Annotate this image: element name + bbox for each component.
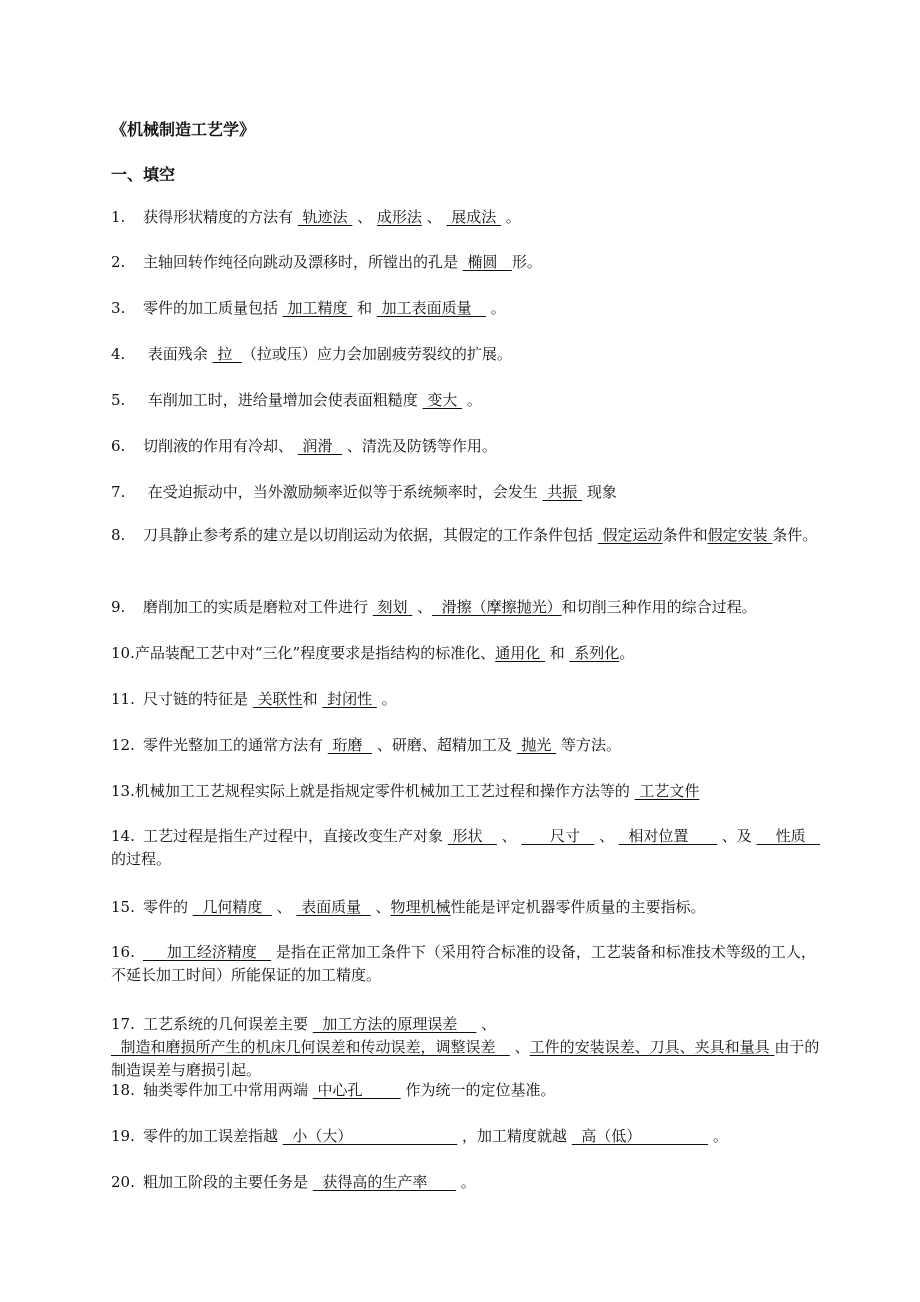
question-text: 。 xyxy=(376,690,397,708)
answer-blank: 润滑 xyxy=(297,437,343,455)
answer-blank: 物理机械 xyxy=(390,898,451,916)
question-text: 、清洗及防锈等作用。 xyxy=(342,437,497,455)
question-text: 切削液的作用有冷却、 xyxy=(143,437,298,455)
question-item xyxy=(111,251,823,274)
question-text: 车削加工时，进给量增加会使表面粗糙度 xyxy=(143,391,423,409)
question-number: 13. xyxy=(111,782,135,800)
question-text: 、 xyxy=(594,827,619,845)
question-item xyxy=(111,389,823,412)
answer-blank: 加工方法的原理误差 xyxy=(312,1015,477,1033)
question-number: 20. xyxy=(111,1173,135,1191)
answer-blank: 关联性 xyxy=(252,690,303,708)
answer-blank: 高（低） xyxy=(571,1127,709,1145)
question-text: 刀具静止参考系的建立是以切削运动为依据，其假定的工作条件包括 xyxy=(143,526,598,544)
question-number: 3. xyxy=(111,299,126,317)
question-text: 、 xyxy=(352,208,377,226)
question-item xyxy=(111,941,823,987)
question-item xyxy=(111,1013,823,1082)
answer-blank: 珩磨 xyxy=(327,736,373,754)
question-text: 零件光整加工的通常方法有 xyxy=(143,736,328,754)
question-text: 、 xyxy=(421,208,447,226)
question-text: 由于的制造误差与磨损引起。 xyxy=(111,1038,820,1079)
question-text: 粗加工阶段的主要任务是 xyxy=(143,1173,313,1191)
question-item xyxy=(111,1125,823,1148)
question-number: 19. xyxy=(111,1127,135,1145)
question-text: 尺寸链的特征是 xyxy=(143,690,253,708)
question-text: 主轴回转作纯径向跳动及漂移时，所镗出的孔是 xyxy=(143,253,463,271)
question-text: 。 xyxy=(708,1127,728,1145)
question-text: 获得形状精度的方法有 xyxy=(143,208,298,226)
answer-blank: 获得高的生产率 xyxy=(312,1173,456,1191)
question-number: 6. xyxy=(111,437,126,455)
answer-blank: 工艺文件 xyxy=(634,782,700,800)
answer-blank: 加工经济精度 xyxy=(143,943,272,961)
question-text: 和 xyxy=(352,299,377,317)
question-text: 在受迫振动中，当外激励频率近似等于系统频率时，会发生 xyxy=(143,483,543,501)
question-number: 5. xyxy=(111,391,126,409)
answer-blank: 中心孔 xyxy=(312,1081,401,1099)
question-text: 形。 xyxy=(511,253,542,271)
question-text: 等方法。 xyxy=(556,736,621,754)
question-text: 机械加工工艺规程实际上就是指规定零件机械加工工艺过程和操作方法等的 xyxy=(134,782,635,800)
question-text: 现象 xyxy=(582,483,617,501)
answer-blank: 椭圆 xyxy=(462,253,512,271)
question-text: 、及 xyxy=(717,827,757,845)
question-text: 和 xyxy=(544,644,570,662)
question-number: 12. xyxy=(111,736,135,754)
answer-blank: 尺寸 xyxy=(521,827,595,845)
answer-blank: 抛光 xyxy=(516,736,557,754)
answer-blank: 假定安装 xyxy=(707,526,773,544)
answer-blank: 性质 xyxy=(756,827,820,845)
answer-blank: 加工精度 xyxy=(282,299,353,317)
answer-blank: 滑擦（摩擦抛光） xyxy=(432,598,562,616)
question-text: 条件。 xyxy=(772,526,818,544)
question-text: 轴类零件加工中常用两端 xyxy=(143,1081,313,1099)
question-item xyxy=(111,524,823,547)
question-item xyxy=(111,206,823,229)
question-text: 、研磨、超精加工及 xyxy=(372,736,517,754)
question-text: 。 xyxy=(619,644,635,662)
answer-blank: 小（大） xyxy=(282,1127,458,1145)
answer-blank: 加工表面质量 xyxy=(376,299,486,317)
question-text: 作为统一的定位基准。 xyxy=(400,1081,556,1099)
question-text: 、 xyxy=(476,1015,497,1033)
question-text: 零件的 xyxy=(143,898,193,916)
question-item xyxy=(111,688,823,711)
answer-blank: 假定运动 xyxy=(597,526,663,544)
question-item xyxy=(111,896,823,919)
answer-blank: 形状 xyxy=(447,827,497,845)
question-text: 。 xyxy=(485,299,506,317)
document-title: 《机械制造工艺学》 xyxy=(111,120,256,139)
answer-blank: 制造和磨损所产生的机床几何误差和传动误差，调整误差 xyxy=(111,1038,510,1056)
question-item xyxy=(111,825,823,871)
question-text: 和 xyxy=(302,690,323,708)
question-number: 4. xyxy=(111,345,126,363)
question-text: 是指在正常加工条件下（采用符合标准的设备，工艺装备和标准技术等级的工人，不延长加工时间）所能保证的加工精度。 xyxy=(111,943,816,984)
question-text: 表面残余 xyxy=(143,345,213,363)
question-item xyxy=(111,780,823,803)
question-item xyxy=(111,734,823,757)
question-text: 零件的加工质量包括 xyxy=(143,299,283,317)
question-number: 17. xyxy=(111,1015,135,1033)
answer-blank: 表面质量 xyxy=(296,898,371,916)
question-text: 。 xyxy=(462,391,482,409)
answer-blank: 展成法 xyxy=(446,208,501,226)
question-text: 和切削三种作用的综合过程。 xyxy=(561,598,757,616)
question-text: 产品装配工艺中对“三化”程度要求是指结构的标准化、 xyxy=(134,644,496,662)
answer-blank: 相对位置 xyxy=(618,827,718,845)
answer-blank: 封闭性 xyxy=(322,690,377,708)
question-number: 8. xyxy=(111,526,126,544)
answer-blank: 拉 xyxy=(212,345,242,363)
question-number: 2. xyxy=(111,253,126,271)
question-text: ，加工精度就越 xyxy=(457,1127,572,1145)
question-text: 、 xyxy=(370,898,391,916)
question-number: 14. xyxy=(111,827,135,845)
question-item xyxy=(111,435,823,458)
question-number: 15. xyxy=(111,898,135,916)
question-number: 1. xyxy=(111,208,126,226)
question-text: 条件和 xyxy=(662,526,708,544)
answer-blank: 工件的安装误差、刀具、夹具和量具 xyxy=(529,1038,775,1056)
question-text: 的过程。 xyxy=(111,850,172,868)
question-number: 11. xyxy=(111,690,135,708)
question-item xyxy=(111,596,823,619)
question-item xyxy=(111,297,823,320)
question-text: 、 xyxy=(496,827,522,845)
question-text: 工艺过程是指生产过程中，直接改变生产对象 xyxy=(143,827,448,845)
question-item xyxy=(111,343,823,366)
answer-blank: 通用化 xyxy=(495,644,545,662)
question-number: 18. xyxy=(111,1081,135,1099)
answer-blank: 几何精度 xyxy=(192,898,272,916)
question-text: 磨削加工的实质是磨粒对工件进行 xyxy=(143,598,373,616)
answer-blank: 系列化 xyxy=(569,644,620,662)
question-number: 9. xyxy=(111,598,126,616)
question-item xyxy=(111,1171,823,1194)
question-text: 零件的加工误差指越 xyxy=(143,1127,283,1145)
answer-blank: 刻划 xyxy=(372,598,413,616)
answer-blank: 成形法 xyxy=(376,208,422,226)
question-text: 。 xyxy=(455,1173,476,1191)
question-item xyxy=(111,642,823,665)
question-text: 、 xyxy=(509,1038,530,1056)
question-text: 、 xyxy=(412,598,433,616)
answer-blank: 轨迹法 xyxy=(297,208,353,226)
answer-blank: 共振 xyxy=(542,483,583,501)
question-item xyxy=(111,481,823,504)
question-text: （拉或压）应力会加剧疲劳裂纹的扩展。 xyxy=(241,345,512,363)
question-number: 10. xyxy=(111,644,135,662)
question-number: 16. xyxy=(111,943,135,961)
question-text: 、 xyxy=(271,898,297,916)
question-text: 性能是评定机器零件质量的主要指标。 xyxy=(450,898,706,916)
question-item xyxy=(111,1079,823,1102)
section-heading: 一、填空 xyxy=(111,165,176,184)
answer-blank: 变大 xyxy=(422,391,463,409)
question-text: 。 xyxy=(500,208,521,226)
question-number: 7. xyxy=(111,483,126,501)
question-text: 工艺系统的几何误差主要 xyxy=(143,1015,313,1033)
